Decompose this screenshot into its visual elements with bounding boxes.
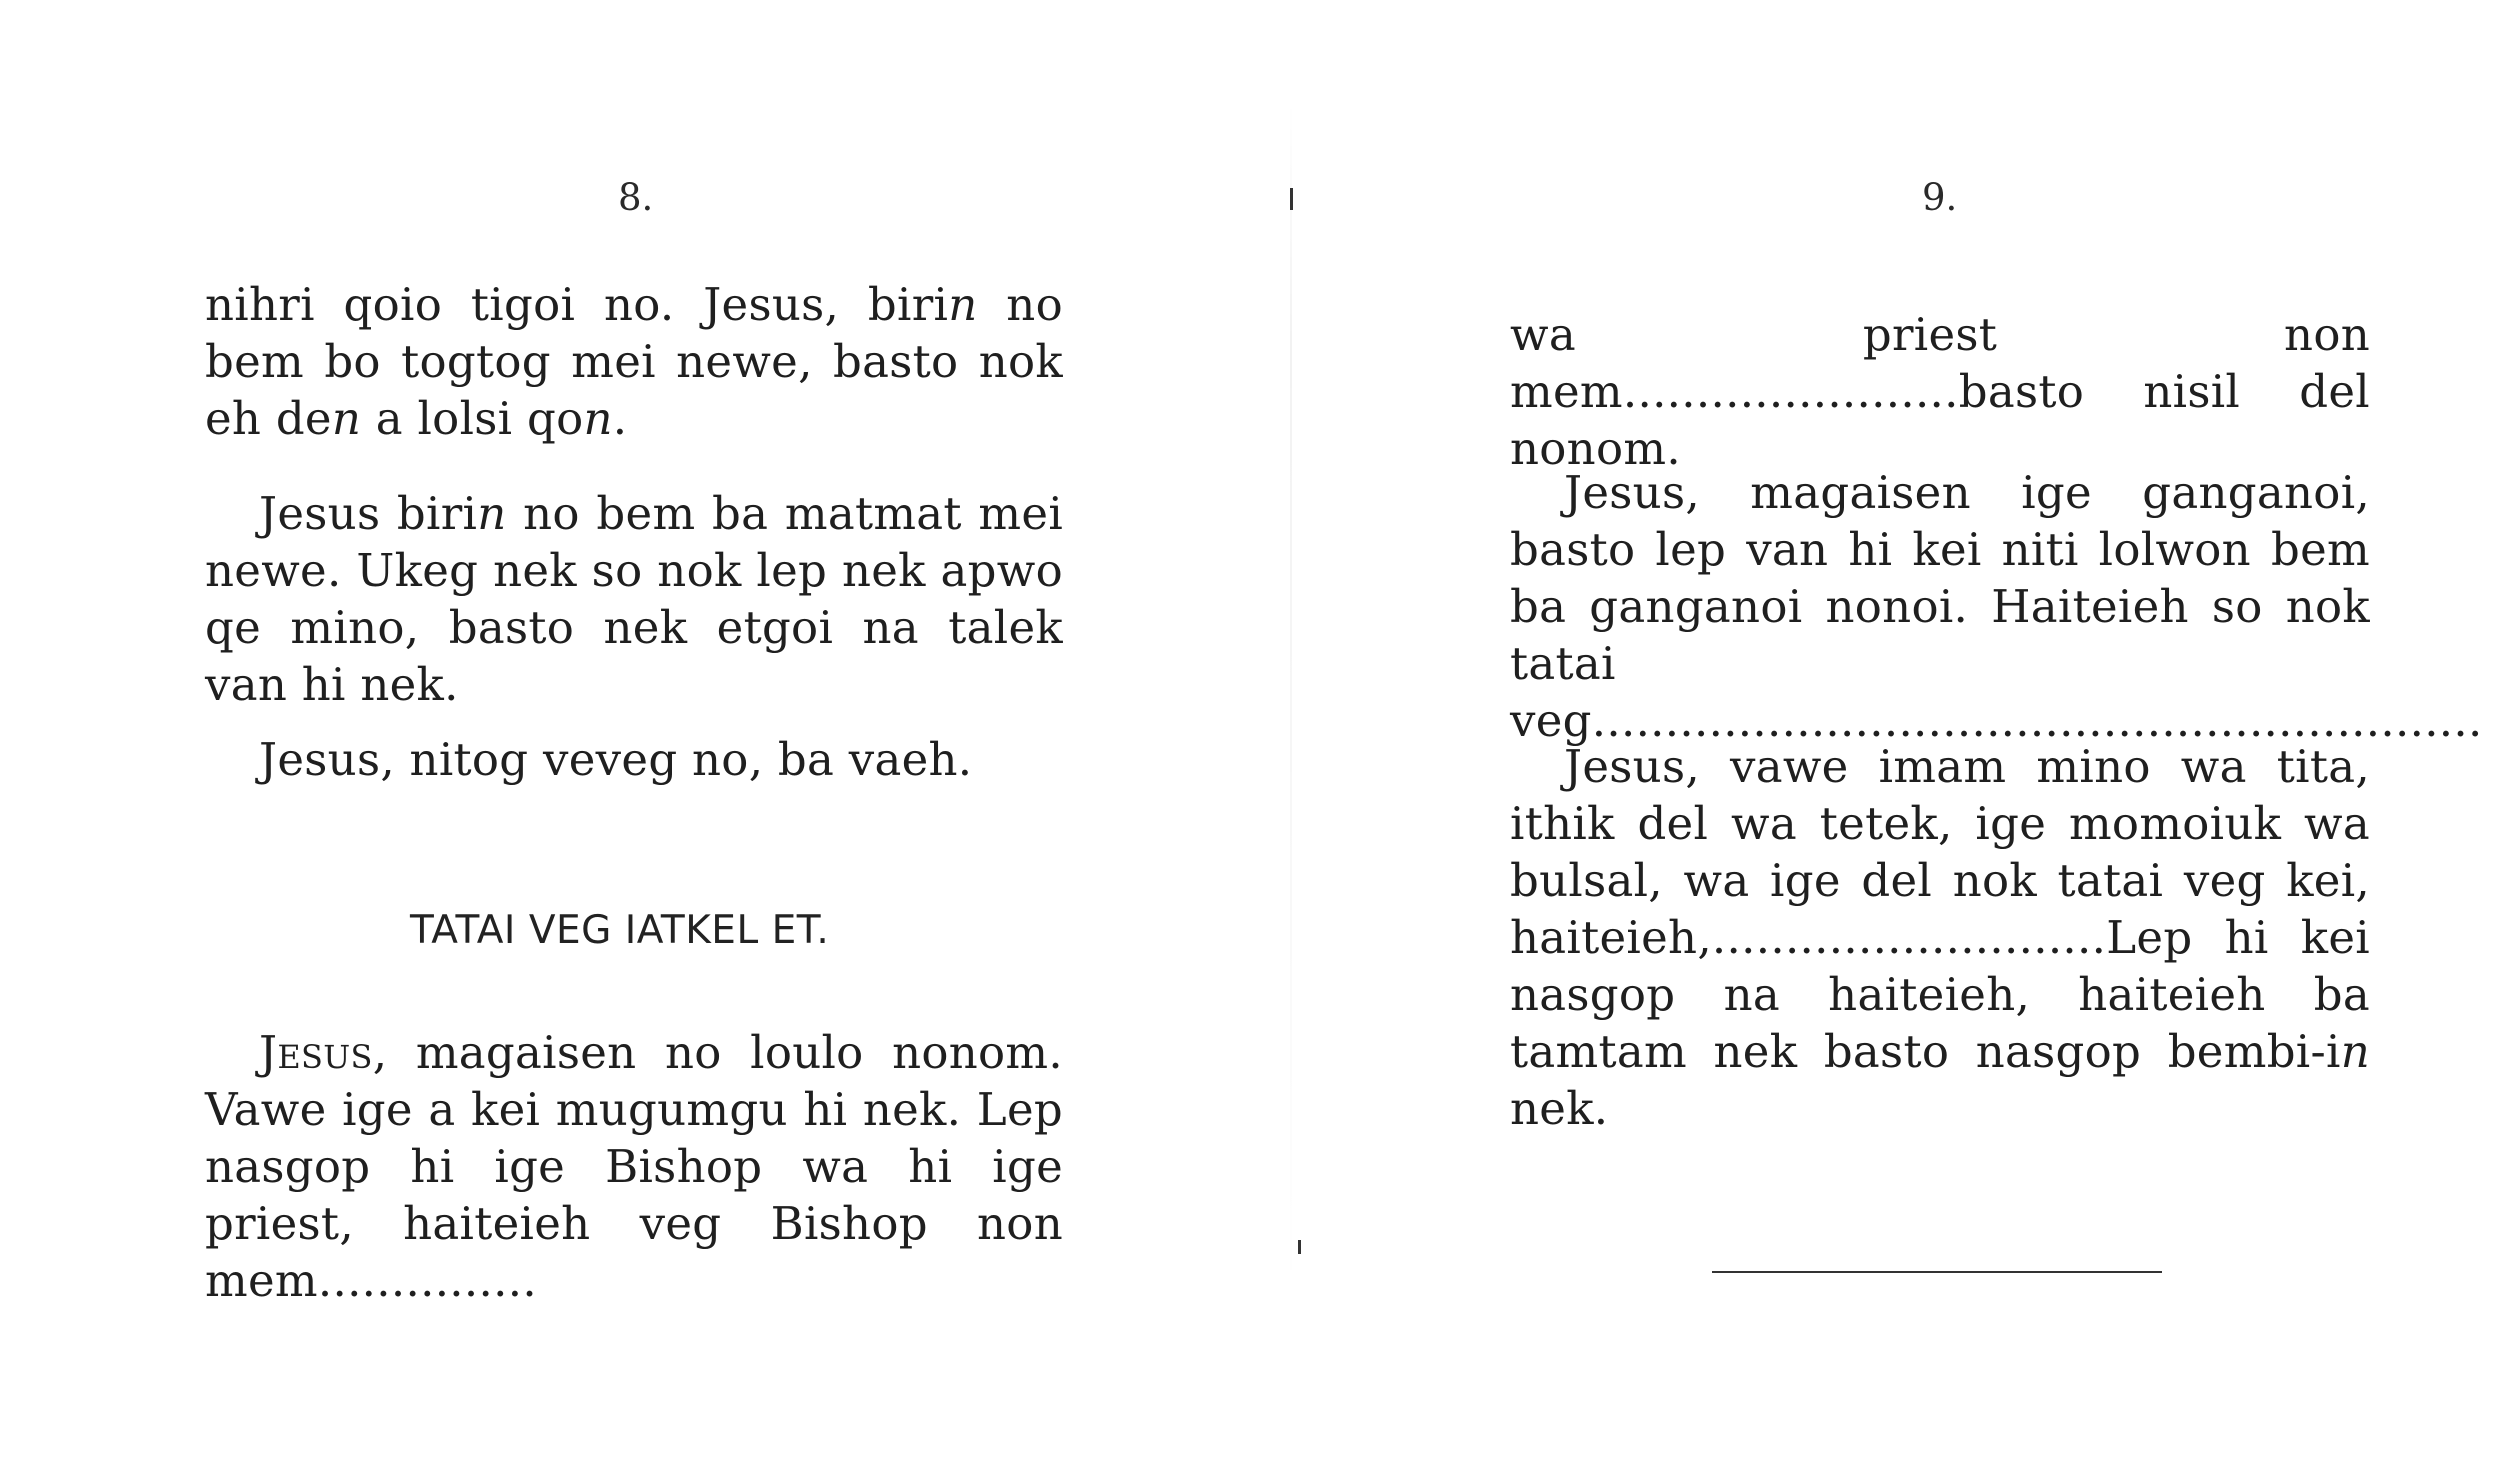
paragraph-3: Jesus, vawe imam mino wa tita, ithik del wa tetek, ige momoiuk wa bulsal, wa ige del nok tatai veg kei, haiteieh,...........................Lep hi kei nasgop na haiteieh, haiteieh ba tamtam nek basto nasgop bembi-in nek.: [1510, 740, 2370, 1135]
paragraph-2: Jesus birin no bem ba matmat mei newe. Ukeg nek so nok lep nek apwo qe mino, basto nek etgoi na talek van hi nek.: [205, 487, 1064, 711]
paragraph-1: wa priest non mem.......................basto nisil del nonom.: [1510, 308, 2370, 475]
right-page: [1290, 0, 2500, 1471]
paragraph-1: nihri qoio tigoi no. Jesus, birin no bem bo togtog mei newe, basto nok eh den a lolsi qon.: [205, 278, 1063, 445]
paragraph-2: Jesus, magaisen ige ganganoi, basto lep van hi kei niti lolwon bem ba ganganoi nonoi. Haiteieh so nok tatai veg.............................................................: [1510, 466, 2483, 747]
paragraph-4: Jesus, magaisen no loulo nonom. Vawe ige a kei mugumgu hi nek. Lep nasgop hi ige Bishop wa hi ige priest, haiteieh veg Bishop non mem...............: [205, 1026, 1063, 1307]
paragraph-3: Jesus, nitog veveg no, ba vaeh.: [259, 733, 973, 786]
closing-rule: [1712, 1271, 2162, 1273]
page-number: 8.: [618, 176, 654, 219]
page-number: 9.: [1922, 176, 1958, 219]
section-heading: TATAI VEG IATKEL ET.: [410, 908, 830, 953]
